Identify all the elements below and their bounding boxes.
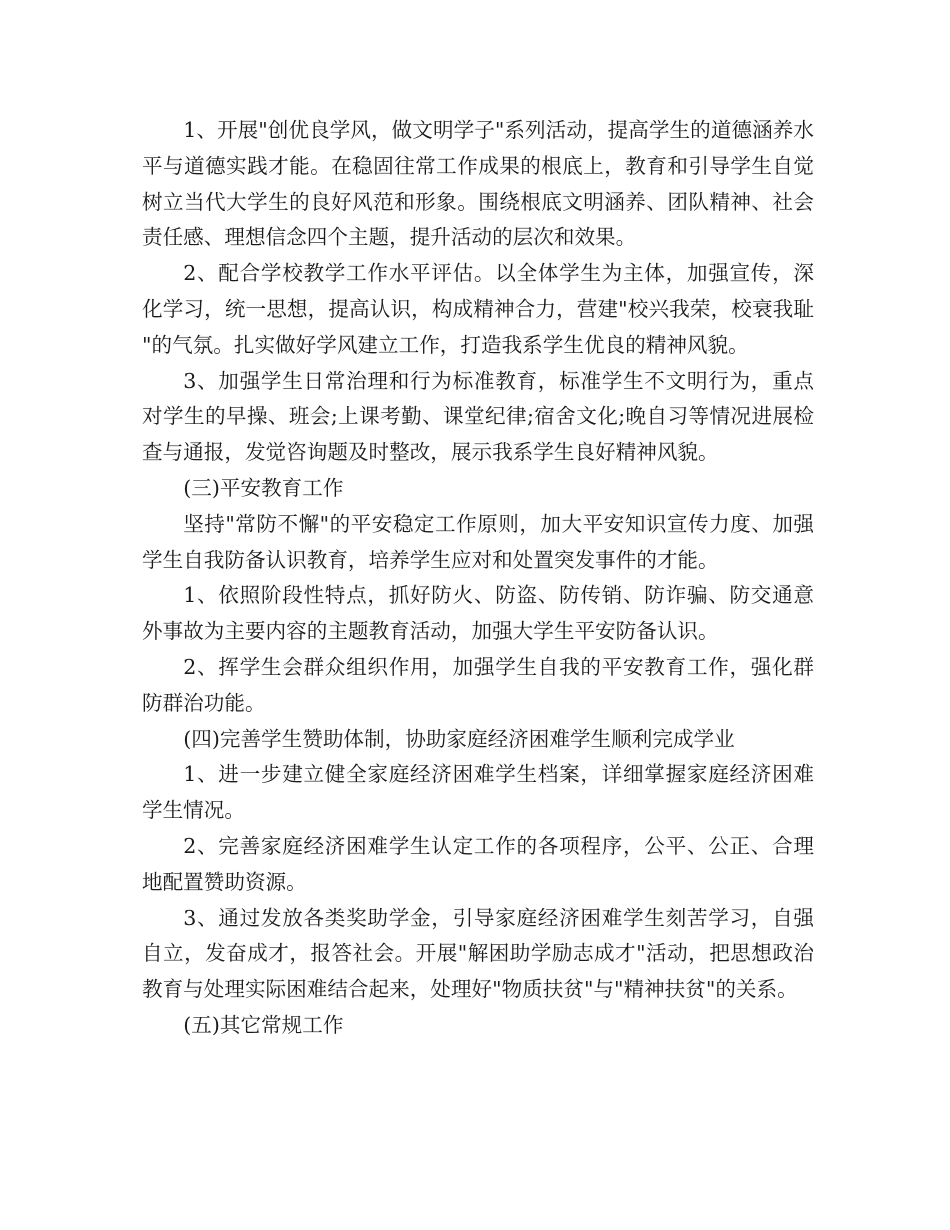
section-heading-other-work: (五)其它常规工作 [183, 1012, 344, 1037]
paragraph-safety-themes: 1、依照阶段性特点，抓好防火、防盗、防传销、防诈骗、防交通意外事故为主要内容的主题教育活动，加强大学生平安防备认识。 [142, 583, 814, 644]
paragraph-safety-principle: 坚持"常防不懈"的平安稳定工作原则，加大平安知识宣传力度、加强学生自我防备认识教育，培养学生应对和处置突发事件的才能。 [142, 511, 814, 572]
paragraph-student-union-role: 2、挥学生会群众组织作用，加强学生自我的平安教育工作，强化群防群治功能。 [142, 654, 814, 715]
section-heading-safety-education: (三)平安教育工作 [183, 475, 344, 500]
paragraph-teaching-evaluation: 2、配合学校教学工作水平评估。以全体学生为主体，加强宣传，深化学习，统一思想，提高认识，构成精神合力，营建"校兴我荣，校衰我耻"的气氛。扎实做好学风建立工作，打造我系学生优良的精神风貌。 [142, 261, 814, 357]
document-body [142, 113, 814, 1044]
section-heading-financial-aid: (四)完善学生赞助体制，协助家庭经济困难学生顺利完成学业 [183, 726, 735, 751]
paragraph-aid-procedures: 2、完善家庭经济困难学生认定工作的各项程序，公平、公正、合理地配置赞助资源。 [142, 833, 814, 894]
paragraph-daily-management: 3、加强学生日常治理和行为标准教育，标准学生不文明行为，重点对学生的早操、班会;上课考勤、课堂纪律;宿舍文化;晚自习等情况进展检查与通报，发觉咨询题及时整改，展示我系学生良好精神风貌。 [142, 368, 814, 465]
paragraph-study-style-activity: 1、开展"创优良学风，做文明学子"系列活动，提高学生的道德涵养水平与道德实践才能。在稳固往常工作成果的根底上，教育和引导学生自觉树立当代大学生的良好风范和形象。围绕根底文明涵养、团队精神、社会责任感、理想信念四个主题，提升活动的层次和效果。 [142, 118, 814, 250]
paragraph-aid-records: 1、进一步建立健全家庭经济困难学生档案，详细掌握家庭经济困难学生情况。 [142, 762, 814, 823]
paragraph-scholarships: 3、通过发放各类奖助学金，引导家庭经济困难学生刻苦学习，自强自立，发奋成才，报答社会。开展"解困助学励志成才"活动，把思想政治教育与处理实际困难结合起来，处理好"物质扶贫"与"精神扶贫"的关系。 [142, 905, 814, 1002]
